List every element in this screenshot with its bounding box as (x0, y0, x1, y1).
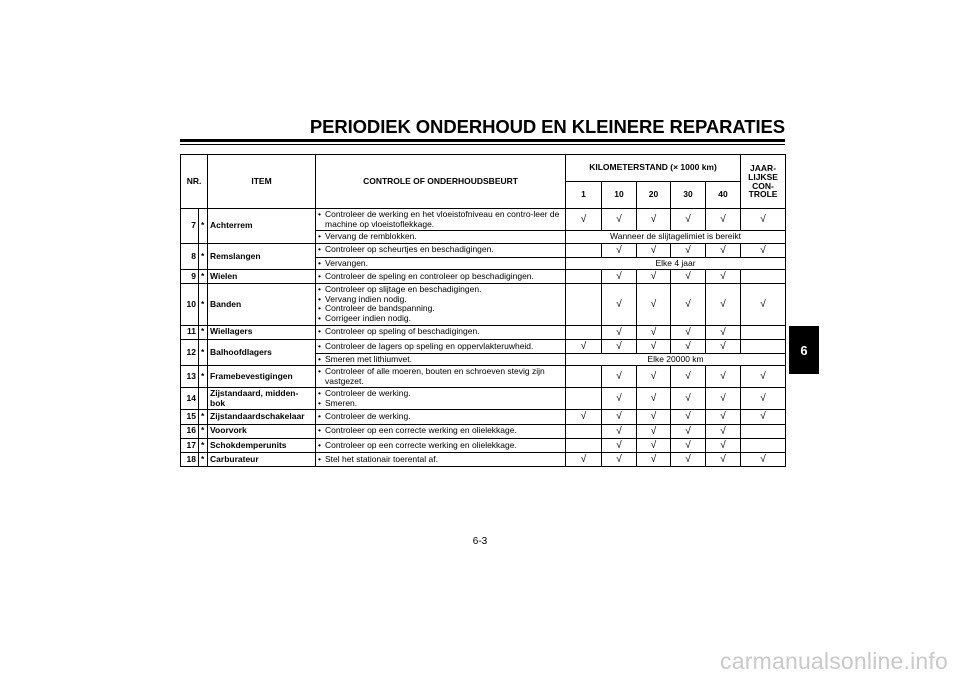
row-item: Balhoofdlagers (208, 339, 316, 366)
bullet-item: • Controleer of alle moeren, bouten en schroeven stevig zijn vastgezet. (318, 367, 563, 386)
empty-cell (741, 339, 786, 353)
empty-cell (566, 366, 602, 388)
bullet-item: • Controleer de speling en controleer op beschadigingen. (318, 272, 563, 282)
bullet-item: • Controleer de bandspanning. (318, 304, 563, 314)
check-mark: √ (671, 438, 706, 452)
table-row (181, 325, 786, 339)
bullet-item: • Controleer de werking. (318, 389, 563, 399)
empty-cell (741, 270, 786, 284)
row-description (316, 270, 566, 284)
check-mark: √ (706, 453, 741, 467)
chapter-tab: 6 (789, 326, 819, 374)
interval-note: Wanneer de slijtagelimiet is bereikt (566, 231, 786, 244)
check-mark: √ (602, 424, 637, 438)
header-km: KILOMETERSTAND (× 1000 km) (566, 155, 741, 182)
bullet-item: • Vervang indien nodig. (318, 295, 563, 305)
check-mark: √ (706, 438, 741, 452)
empty-cell (566, 243, 602, 257)
row-asterisk: * (199, 424, 208, 438)
row-asterisk: * (199, 438, 208, 452)
title-rule-thin (180, 144, 785, 145)
header-km-col: 20 (637, 182, 671, 209)
check-mark: √ (706, 270, 741, 284)
maintenance-table (180, 154, 786, 467)
header-yearly: JAAR- LIJKSE CON- TROLE (741, 155, 786, 209)
row-number: 14 (181, 388, 199, 410)
check-mark: √ (566, 410, 602, 424)
empty-cell (566, 284, 602, 325)
check-mark: √ (637, 366, 671, 388)
check-mark: √ (602, 410, 637, 424)
page-number: 6-3 (472, 536, 488, 547)
check-mark: √ (637, 209, 671, 231)
row-number: 13 (181, 366, 199, 388)
check-mark: √ (706, 424, 741, 438)
row-item: Voorvork (208, 424, 316, 438)
table-row (181, 388, 786, 410)
row-asterisk: * (199, 366, 208, 388)
row-number: 15 (181, 410, 199, 424)
row-asterisk: * (199, 410, 208, 424)
check-mark: √ (637, 453, 671, 467)
check-mark: √ (671, 325, 706, 339)
row-description (316, 243, 566, 257)
row-number: 11 (181, 325, 199, 339)
watermark: carmanualsonline.info (720, 648, 948, 674)
empty-cell (566, 424, 602, 438)
check-mark: √ (602, 325, 637, 339)
row-item: Schokdemperunits (208, 438, 316, 452)
check-mark: √ (706, 388, 741, 410)
row-number: 12 (181, 339, 199, 366)
check-mark: √ (671, 243, 706, 257)
bullet-item: • Controleer de lagers op speling en oppervlakteruwheid. (318, 342, 563, 352)
check-mark: √ (671, 270, 706, 284)
check-mark: √ (602, 284, 637, 325)
row-asterisk: * (199, 270, 208, 284)
header-km-col: 1 (566, 182, 602, 209)
check-mark: √ (741, 388, 786, 410)
check-mark: √ (706, 410, 741, 424)
row-description (316, 325, 566, 339)
row-item: Zijstandaardschakelaar (208, 410, 316, 424)
check-mark: √ (602, 388, 637, 410)
check-mark: √ (637, 438, 671, 452)
check-mark: √ (602, 366, 637, 388)
check-mark: √ (671, 453, 706, 467)
check-mark: √ (706, 284, 741, 325)
check-mark: √ (637, 325, 671, 339)
row-number: 10 (181, 284, 199, 325)
table-body (181, 209, 786, 467)
check-mark: √ (602, 270, 637, 284)
empty-cell (741, 325, 786, 339)
check-mark: √ (741, 366, 786, 388)
bullet-item: • Controleer op een correcte werking en olielekkage. (318, 426, 563, 436)
table-row (181, 410, 786, 424)
row-description (316, 424, 566, 438)
row-asterisk: * (199, 453, 208, 467)
check-mark: √ (706, 325, 741, 339)
check-mark: √ (602, 453, 637, 467)
bullet-item: • Vervangen. (318, 259, 563, 269)
empty-cell (566, 388, 602, 410)
bullet-item: • Smeren met lithiumvet. (318, 355, 563, 365)
check-mark: √ (602, 243, 637, 257)
bullet-item: • Vervang de remblokken. (318, 232, 563, 242)
check-mark: √ (741, 243, 786, 257)
row-asterisk: * (199, 243, 208, 270)
row-number: 17 (181, 438, 199, 452)
row-description (316, 231, 566, 244)
check-mark: √ (741, 453, 786, 467)
row-number: 16 (181, 424, 199, 438)
row-description (316, 209, 566, 231)
check-mark: √ (671, 366, 706, 388)
bullet-item: • Controleer op scheurtjes en beschadigingen. (318, 245, 563, 255)
table-row (181, 284, 786, 325)
check-mark: √ (566, 453, 602, 467)
row-item: Wielen (208, 270, 316, 284)
table-header-row (181, 155, 786, 182)
table-row (181, 366, 786, 388)
header-km-col: 30 (671, 182, 706, 209)
empty-cell (741, 424, 786, 438)
bullet-item: • Controleer de werking en het vloeistofniveau en contro-leer de machine op vloeistoflekkage. (318, 210, 563, 229)
check-mark: √ (671, 339, 706, 353)
row-number: 18 (181, 453, 199, 467)
empty-cell (741, 438, 786, 452)
check-mark: √ (602, 339, 637, 353)
row-item: Banden (208, 284, 316, 325)
check-mark: √ (637, 388, 671, 410)
check-mark: √ (706, 209, 741, 231)
row-item: Carburateur (208, 453, 316, 467)
check-mark: √ (741, 410, 786, 424)
row-number: 7 (181, 209, 199, 244)
title-rule-thick (180, 139, 785, 142)
row-asterisk: * (199, 339, 208, 366)
check-mark: √ (741, 284, 786, 325)
interval-note: Elke 4 jaar (566, 257, 786, 270)
check-mark: √ (637, 270, 671, 284)
check-mark: √ (706, 243, 741, 257)
row-item: Zijstandaard, midden-bok (208, 388, 316, 410)
row-description (316, 410, 566, 424)
header-control: CONTROLE OF ONDERHOUDSBEURT (316, 155, 566, 209)
row-item: Framebevestigingen (208, 366, 316, 388)
check-mark: √ (706, 339, 741, 353)
check-mark: √ (671, 284, 706, 325)
row-description (316, 284, 566, 325)
check-mark: √ (637, 410, 671, 424)
page-title: PERIODIEK ONDERHOUD EN KLEINERE REPARATIES (309, 116, 785, 137)
check-mark: √ (566, 339, 602, 353)
row-description (316, 453, 566, 467)
bullet-item: • Stel het stationair toerental af. (318, 455, 563, 465)
header-item: ITEM (208, 155, 316, 209)
row-item: Wiellagers (208, 325, 316, 339)
check-mark: √ (637, 284, 671, 325)
table-row (181, 438, 786, 452)
bullet-item: • Corrigeer indien nodig. (318, 314, 563, 324)
check-mark: √ (671, 209, 706, 231)
row-number: 8 (181, 243, 199, 270)
table-row (181, 453, 786, 467)
check-mark: √ (671, 410, 706, 424)
row-description (316, 388, 566, 410)
check-mark: √ (706, 366, 741, 388)
row-item: Achterrem (208, 209, 316, 244)
check-mark: √ (671, 424, 706, 438)
table-row (181, 209, 786, 231)
table-row (181, 339, 786, 353)
bullet-item: • Controleer op slijtage en beschadigingen. (318, 285, 563, 295)
row-description (316, 366, 566, 388)
row-description (316, 353, 566, 366)
empty-cell (566, 270, 602, 284)
header-km-col: 40 (706, 182, 741, 209)
table-row (181, 243, 786, 257)
check-mark: √ (741, 209, 786, 231)
check-mark: √ (566, 209, 602, 231)
check-mark: √ (602, 209, 637, 231)
row-description (316, 257, 566, 270)
check-mark: √ (637, 243, 671, 257)
check-mark: √ (671, 388, 706, 410)
table-row (181, 270, 786, 284)
row-asterisk (199, 388, 208, 410)
check-mark: √ (637, 339, 671, 353)
empty-cell (566, 325, 602, 339)
interval-note: Elke 20000 km (566, 353, 786, 366)
row-asterisk: * (199, 325, 208, 339)
check-mark: √ (602, 438, 637, 452)
row-description (316, 339, 566, 353)
header-km-col: 10 (602, 182, 637, 209)
row-asterisk: * (199, 209, 208, 244)
row-item: Remslangen (208, 243, 316, 270)
header-nr: NR. (181, 155, 208, 209)
row-number: 9 (181, 270, 199, 284)
row-description (316, 438, 566, 452)
table-row (181, 424, 786, 438)
check-mark: √ (637, 424, 671, 438)
empty-cell (566, 438, 602, 452)
bullet-item: • Controleer op een correcte werking en olielekkage. (318, 441, 563, 451)
row-asterisk: * (199, 284, 208, 325)
bullet-item: • Smeren. (318, 399, 563, 409)
bullet-item: • Controleer op speling of beschadigingen. (318, 327, 563, 337)
bullet-item: • Controleer de werking. (318, 412, 563, 422)
